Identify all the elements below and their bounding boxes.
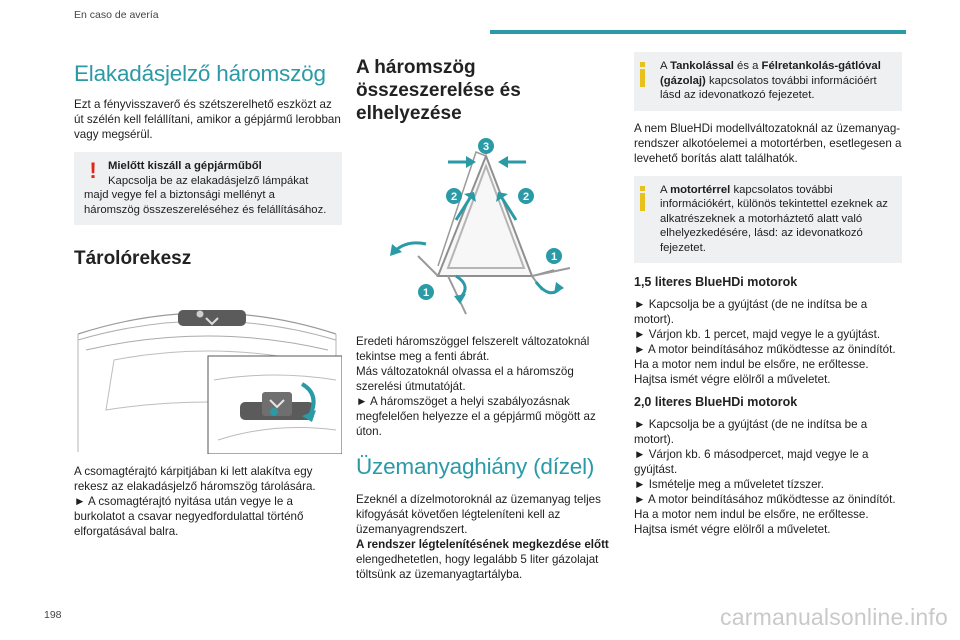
- warning-icon: !: [89, 158, 97, 183]
- info-icon: [640, 186, 645, 211]
- callout-1-left-marker: [418, 284, 434, 300]
- watermark: carmanualsonline.info: [720, 604, 948, 630]
- storage-text: A csomagtérajtó kárpitjában ki lett alakítva egy rekesz az elakadásjelző háromszög tárolására. ► A csomagtérajtó nyitása után vegye le a burkolatot a csavar negyedfordulattal történő elforgatásával balra.: [74, 465, 316, 539]
- assembly-heading: A háromszög összeszerelése és elhelyezése: [356, 57, 521, 125]
- assembly-diagram: [356, 136, 618, 326]
- info1-bold-refuelling: Tankolással: [670, 60, 734, 72]
- tailgate-illustration: [74, 290, 342, 454]
- engine-20-heading: 2,0 literes BlueHDi motorok: [634, 395, 798, 409]
- fuel-shortage-title: Üzemanyaghiány (dízel): [356, 453, 595, 479]
- triangle-intro: Ezt a fényvisszaverő és szétszerelhető eszközt az út szélén kell felállítani, amikor a gépjármű lerobban vagy megsérül.: [74, 98, 341, 141]
- callout-2-right-marker: [518, 188, 534, 204]
- warning-triangle-diagram: [356, 136, 618, 326]
- non-bluehdi-text: A nem BlueHDi modellváltozatoknál az üzemanyag-rendszer alkotóelemei a motortérben, esetlegesen a levehető borítás alatt találhatók.: [634, 121, 902, 165]
- callout-3-label: 3: [482, 140, 490, 153]
- info-note-engine: [634, 176, 902, 264]
- warning-note: [74, 152, 342, 225]
- info2-text-c: kapcsolatos további információkért, különös tekintettel ezeknek az alkatrészeknek a motorháztető alatt való elhelyezkedésére, lásd: az idevonatkozó fejezetet.: [660, 183, 888, 254]
- trunk-illustration: [74, 290, 342, 454]
- engine-15-heading: 1,5 literes BlueHDi motorok: [634, 275, 798, 289]
- column-middle: [356, 46, 618, 582]
- fuel-text-bold: A rendszer légtelenítésének megkezdése előtt: [356, 537, 609, 551]
- info1-bold-misfuel: Félretankolás-gátlóval (gázolaj): [660, 60, 881, 87]
- callout-2-left-label: 2: [450, 190, 458, 203]
- section-label: En caso de avería: [74, 9, 159, 21]
- column-right: [634, 46, 902, 537]
- engine-15-text: ► Kapcsolja be a gyújtást (de ne indítsa be a motort). ► Várjon kb. 1 percet, majd vegye le a gyújtást. ► A motor beindításához működtesse az önindítót. Ha a motor nem indul be elsőre, ne erőltesse. Hajtsa ismét végre elölről a műveletet.: [634, 298, 896, 386]
- fuel-text-intro: Ezeknél a dízelmotoroknál az üzemanyag teljes kifogyását követően légteleníteni kell az üzemanyagrendszert.: [356, 492, 601, 536]
- page-number: 198: [44, 609, 62, 621]
- assembly-text: Eredeti háromszöggel felszerelt változatoknál tekintse meg a fenti ábrát. Más változatoknál olvassa el a háromszög szerelési útmutatóját. ► A háromszöget a helyi szabályozásnak megfelelően helyezze el a gépjármű mögött az úton.: [356, 334, 596, 438]
- info1-text-c: és a: [733, 60, 762, 72]
- callout-1-left-label: 1: [422, 286, 430, 299]
- info2-bold-engine: motortérrel: [670, 183, 731, 196]
- callout-1-right-marker: [546, 248, 562, 264]
- header-rule: [490, 30, 906, 34]
- warning-title: Mielőtt kiszáll a gépjárműből: [108, 160, 262, 172]
- info-icon: [640, 62, 645, 87]
- info-note-refuelling: [634, 52, 902, 111]
- info1-text-d: kapcsolatos további információért lásd az idevonatkozó fejezetet.: [660, 74, 877, 101]
- callout-3-marker: [478, 138, 494, 154]
- engine-20-text: ► Kapcsolja be a gyújtást (de ne indítsa be a motort). ► Várjon kb. 6 másodpercet, majd vegye le a gyújtást. ► Ismételje meg a műveletet tízszer. ► A motor beindításához működtesse az önindítót. Ha a motor nem indul be elsőre, ne erőltesse. Hajtsa ismét végre elölről a műveletet.: [634, 418, 896, 536]
- info1-text-a: A: [660, 60, 671, 72]
- callout-2-left-marker: [446, 188, 462, 204]
- callout-2-right-label: 2: [522, 190, 530, 203]
- fuel-text-rest: elengedhetetlen, hogy legalább 5 liter gázolajat töltsünk az üzemanyagtartályba.: [356, 552, 599, 581]
- fuel-text: [356, 492, 618, 582]
- triangle-title: Elakadásjelző háromszög: [74, 61, 326, 86]
- callout-1-right-label: 1: [550, 250, 558, 263]
- warning-body: Kapcsolja be az elakadásjelző lámpákat majd vegye fel a biztonsági mellényt a háromszög összeszereléséhez és felállításához.: [84, 174, 327, 216]
- storage-heading: Tárolórekesz: [74, 248, 192, 269]
- info2-text-a: A: [660, 183, 671, 196]
- column-left: [74, 46, 342, 539]
